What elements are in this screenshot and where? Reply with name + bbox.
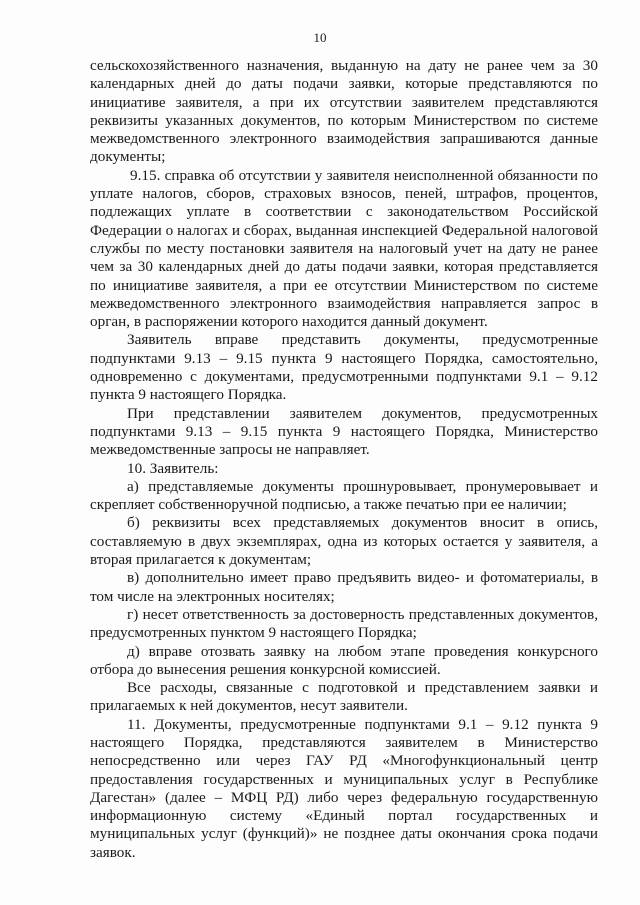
paragraph-applicant-right: Заявитель вправе представить документы, предусмотренные подпунктами 9.13 – 9.15 пункта 9 настоящего Порядка, самостоятельно, одновременно с документами, предусмотренными подпунктами 9.1 – 9.12 пункта 9 настоящего Порядка.: [90, 331, 598, 404]
paragraph-10-b: б) реквизиты всех представляемых документов вносит в опись, составляемую в двух экземплярах, одна из которых остается у заявителя, а вторая прилагается к документам;: [90, 514, 598, 569]
paragraph-10-v: в) дополнительно имеет право предъявить видео- и фотоматериалы, в том числе на электронных носителях;: [90, 569, 598, 605]
paragraph-no-requests: При представлении заявителем документов, предусмотренных подпунктами 9.13 – 9.15 пункта 9 настоящего Порядка, Министерство межведомственные запросы не направляет.: [90, 404, 598, 459]
paragraph-continuation: сельскохозяйственного назначения, выданную на дату не ранее чем за 30 календарных дней до даты подачи заявки, которые представляются по инициативе заявителя, а при их отсутствии заявителем представляются реквизиты указанных документов, по которым Министерством по системе межведомственного электронного взаимодействия запрашиваются данные документы;: [90, 57, 598, 166]
paragraph-9-15: 9.15. справка об отсутствии у заявителя неисполненной обязанности по уплате налогов, сборов, страховых взносов, пеней, штрафов, процентов, подлежащих уплате в соответствии с законодательством Российской Федерации о налогах и сборах, выданная инспекцией Федеральной налоговой службы по месту постановки заявителя на налоговый учет на дату не ранее чем за 30 календарных дней до даты подачи заявки, которая представляется по инициативе заявителя, а при ее отсутствии Министерством по системе межведомственного электронного взаимодействия направляется запрос в орган, в распоряжении которого находится данный документ.: [90, 166, 598, 331]
document-body: [90, 57, 598, 862]
paragraph-10-d: д) вправе отозвать заявку на любом этапе проведения конкурсного отбора до вынесения решения конкурсной комиссией.: [90, 642, 598, 678]
paragraph-11: 11. Документы, предусмотренные подпунктами 9.1 – 9.12 пункта 9 настоящего Порядка, представляются заявителем в Министерство непосредственно или через ГАУ РД «Многофункциональный центр предоставления государственных и муниципальных услуг в Республике Дагестан» (далее – МФЦ РД) либо через федеральную государственную информационную систему «Единый портал государственных и муниципальных услуг (функций)» не позднее даты окончания срока подачи заявок.: [90, 715, 598, 861]
paragraph-10-g: г) несет ответственность за достоверность представленных документов, предусмотренных пунктом 9 настоящего Порядка;: [90, 605, 598, 642]
paragraph-10-heading: 10. Заявитель:: [127, 459, 219, 477]
page-number: 10: [313, 30, 327, 45]
paragraph-10-a: а) представляемые документы прошнуровывает, пронумеровывает и скрепляет собственноручной подписью, а также печатью при ее наличии;: [90, 477, 598, 514]
paragraph-expenses: Все расходы, связанные с подготовкой и представлением заявки и прилагаемых к ней документов, несут заявители.: [90, 679, 598, 715]
